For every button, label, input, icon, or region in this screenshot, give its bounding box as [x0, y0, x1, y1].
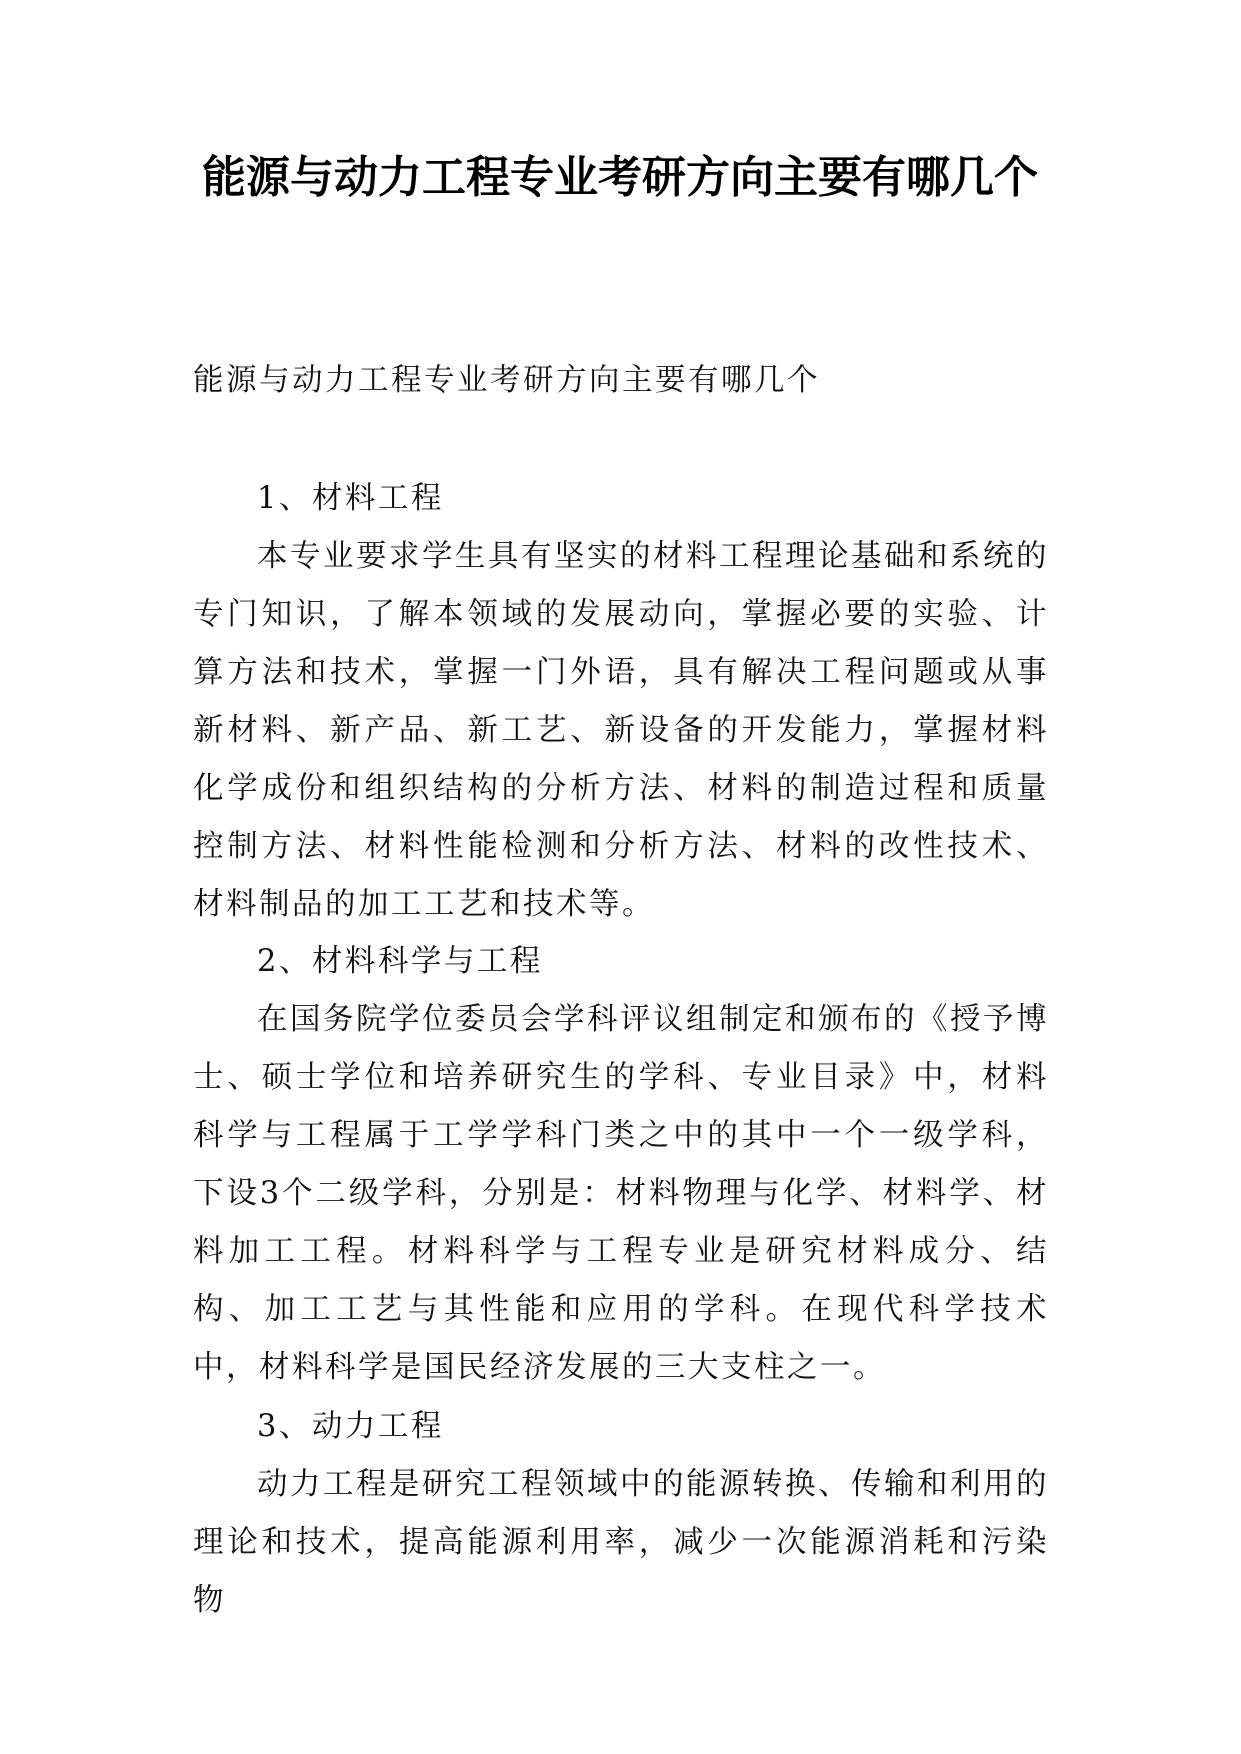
section-heading-materials-engineering: 1、材料工程	[257, 481, 444, 516]
section-heading-power-engineering: 3、动力工程	[257, 1409, 444, 1444]
section-heading-materials-science: 2、材料科学与工程	[257, 944, 543, 979]
section-paragraph-materials-engineering: 本专业要求学生具有坚实的材料工程理论基础和系统的专门知识，了解本领域的发展动向，掌握必要的实验、计算方法和技术，掌握一门外语，具有解决工程问题或从事新材料、新产品、新工艺、新设备的开发能力，掌握材料化学成份和组织结构的分析方法、材料的制造过程和质量控制方法、材料性能检测和分析方法、材料的改性技术、材料制品的加工工艺和技术等。	[193, 539, 1049, 922]
document-title: 能源与动力工程专业考研方向主要有哪几个	[202, 152, 1038, 203]
section-paragraph-materials-science: 在国务院学位委员会学科评议组制定和颁布的《授予博士、硕士学位和培养研究生的学科、专业目录》中，材料科学与工程属于工学学科门类之中的其中一个一级学科，下设3个二级学科，分别是：材料物理与化学、材料学、材料加工工程。材料科学与工程专业是研究材料成分、结构、加工工艺与其性能和应用的学科。在现代科学技术中，材料科学是国民经济发展的三大支柱之一。	[193, 1002, 1049, 1385]
document-subtitle: 能源与动力工程专业考研方向主要有哪几个	[193, 363, 820, 398]
section-paragraph-power-engineering: 动力工程是研究工程领域中的能源转换、传输和利用的理论和技术，提高能源利用率，减少一次能源消耗和污染物	[193, 1467, 1049, 1618]
